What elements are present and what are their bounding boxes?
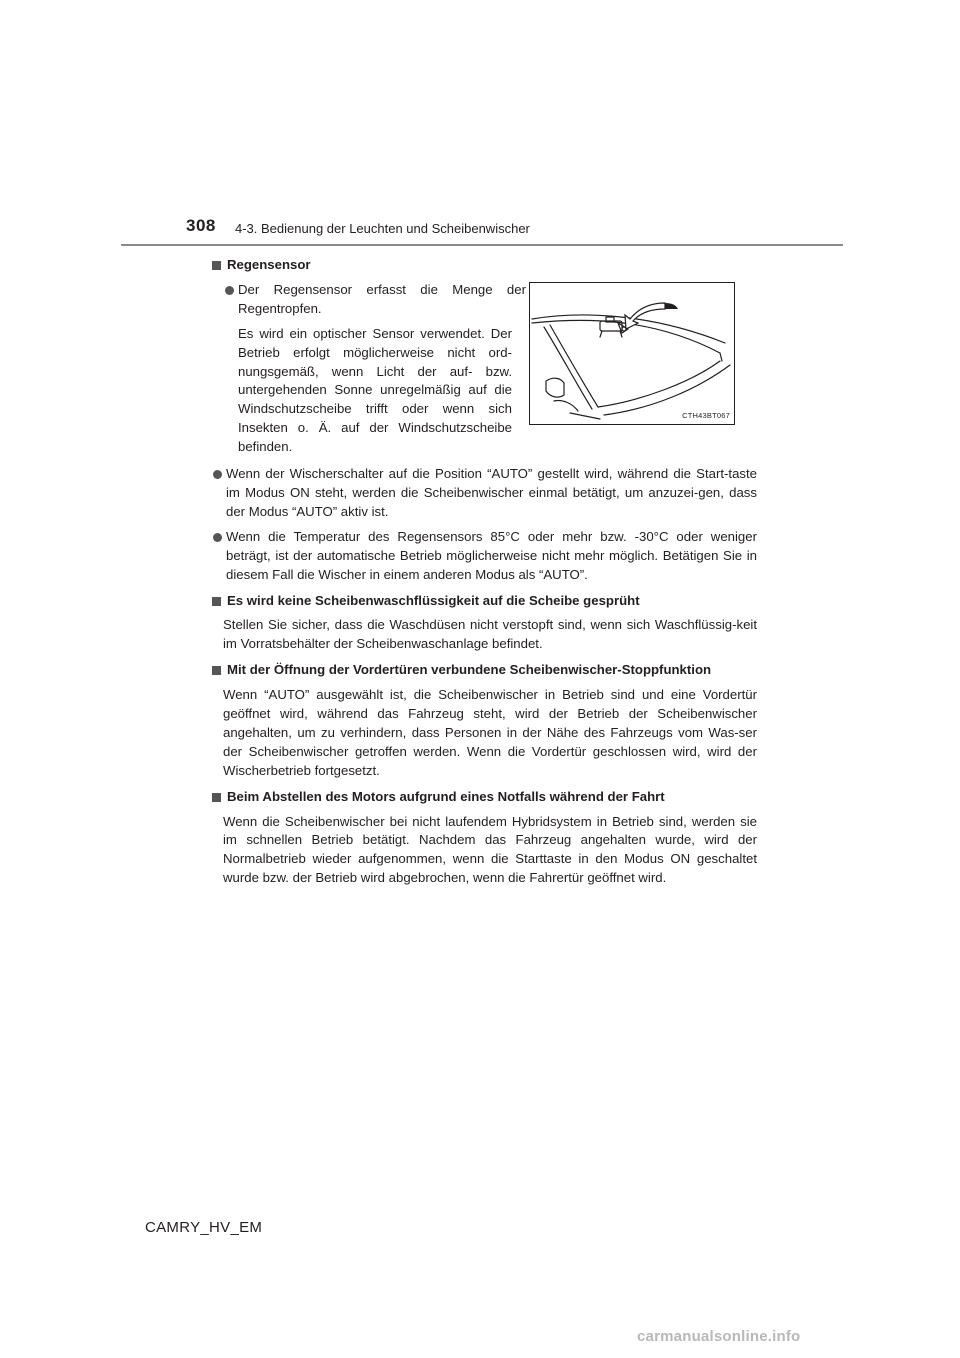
round-bullet-icon <box>213 533 222 542</box>
heading-door-stop: Mit der Öffnung der Vordertüren verbundene Scheibenwischer-Stoppfunktion <box>212 661 757 680</box>
no-washer-fluid-text: Stellen Sie sicher, dass die Waschdüsen nicht verstopft sind, wenn sich Waschflüssig-keit im Vorratsbehälter der Scheibenwaschanlage befindet. <box>223 617 757 652</box>
page-content <box>212 256 757 895</box>
bullet-auto-mode: Wenn der Wischerschalter auf die Position “AUTO” gestellt wird, während die Start-taste im Modus ON steht, werden die Scheibenwischer einmal betätigt, um anzuzei-gen, dass der Modus “AUTO” aktiv ist. <box>212 465 757 522</box>
round-bullet-icon <box>225 286 234 295</box>
bullet-rain-drops: Der Regensensor erfasst die Menge der Regentropfen. <box>224 281 526 319</box>
model-code: CAMRY_HV_EM <box>145 1219 263 1236</box>
heading-rain-sensor: Regensensor <box>212 256 757 275</box>
figure-caption: CTH43BT067 <box>682 411 730 420</box>
square-bullet-icon <box>212 666 221 675</box>
rain-sensor-detail: Es wird ein optischer Sensor verwendet. Der Betrieb erfolgt möglicherweise nicht ord-nungsgemäß, wenn Licht der auf- bzw. untergehenden Sonne unregelmäßig auf die Windschutzscheibe trifft oder wenn sich Insekten o. Ä. auf der Windschutzscheibe befinden. <box>238 325 512 455</box>
watermark: carmanualsonline.info <box>637 1328 801 1345</box>
square-bullet-icon <box>212 261 221 270</box>
section-title: 4-3. Bedienung der Leuchten und Scheibenwischer <box>235 221 530 236</box>
header-rule <box>121 244 843 246</box>
round-bullet-icon <box>213 470 222 479</box>
bullet-temperature: Wenn die Temperatur des Regensensors 85°C oder mehr bzw. -30°C oder weniger beträgt, ist der automatische Betrieb möglicherweise nicht mehr möglich. Betätigen Sie in diesem Fall die Wischer in einem anderen Modus als “AUTO”. <box>212 528 757 585</box>
page-header <box>0 0 960 260</box>
square-bullet-icon <box>212 597 221 606</box>
page-number: 308 <box>186 216 216 235</box>
emergency-stop-text: Wenn die Scheibenwischer bei nicht laufendem Hybridsystem in Betrieb sind, werden sie im schnellen Betrieb betätigt. Nachdem das Fahrzeug angehalten wurde, wird der Normalbetrieb wieder aufgenommen, wenn die Starttaste in den Modus ON geschaltet wurde bzw. der Betrieb wird abgebrochen, wenn die Fahrertür geöffnet wird. <box>223 813 757 886</box>
heading-no-washer-fluid: Es wird keine Scheibenwaschflüssigkeit auf die Scheibe gesprüht <box>212 592 757 611</box>
heading-emergency-stop: Beim Abstellen des Motors aufgrund eines Notfalls während der Fahrt <box>212 788 757 807</box>
door-stop-text: Wenn “AUTO” ausgewählt ist, die Scheibenwischer in Betrieb sind und eine Vordertür geöffnet wird, während das Fahrzeug steht, wird der Betrieb der Scheibenwischer angehalten, um zu verhindern, dass Personen in der Nähe des Fahrzeugs vom Was-ser der Scheibenwischer getroffen werden. Wenn die Vordertür geschlossen wird, wird der Wischerbetrieb fortgesetzt. <box>223 687 757 778</box>
square-bullet-icon <box>212 793 221 802</box>
